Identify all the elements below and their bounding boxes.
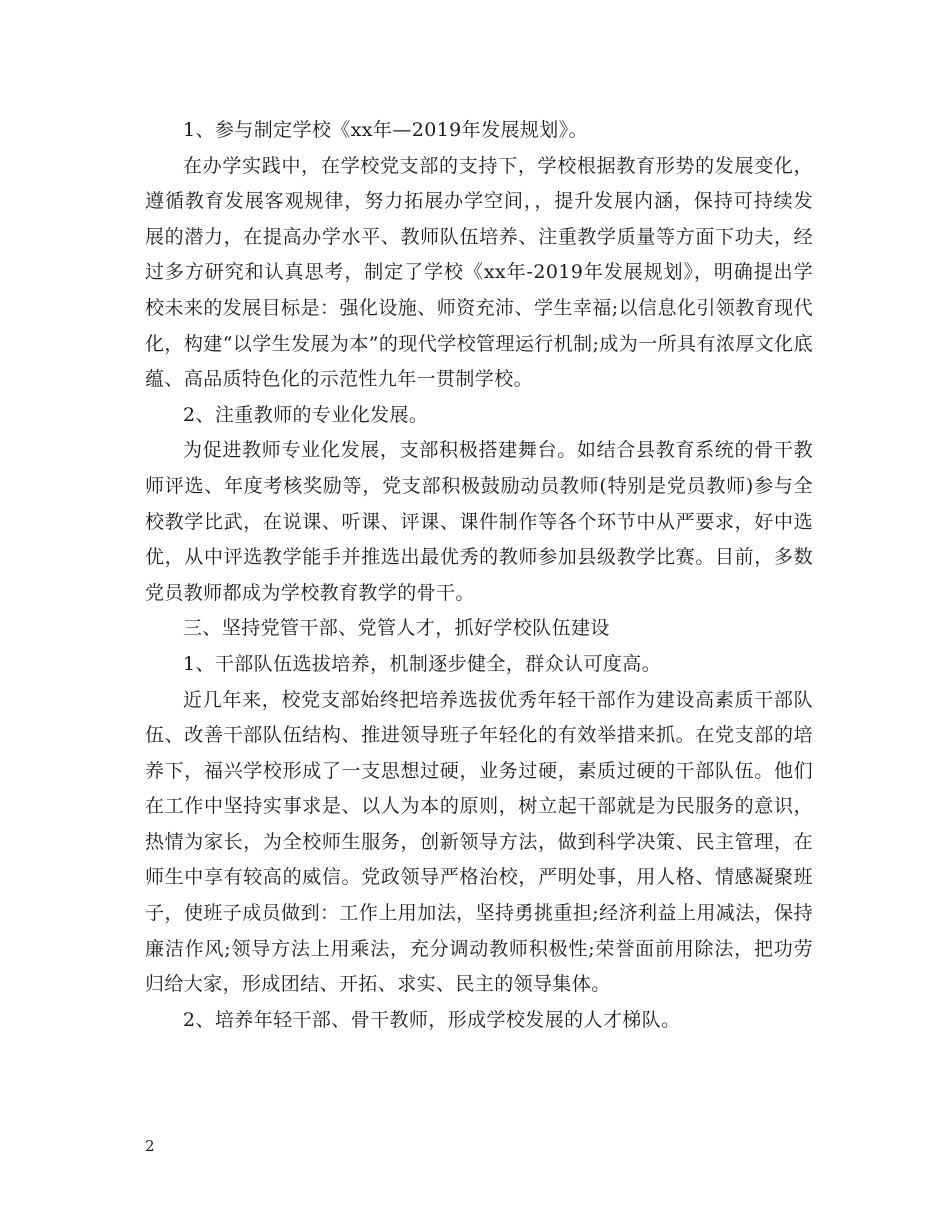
- section-heading-team-building: 三、坚持党管干部、党管人才，抓好学校队伍建设: [183, 617, 610, 640]
- paragraph-plan-details: 在办学实践中，在学校党支部的支持下，学校根据教育形势的发展变化，遵循教育发展客观规律，努力拓展办学空间，，提升发展内涵，保持可持续发展的潜力，在提高办学水平、教师队伍培养、注重教学质量等方面下功夫，经过多方研究和认真思考，制定了学校《xx年-2019年发展规划》，明确提出学校未来的发展目标是：强化设施、师资充沛、学生幸福;以信息化引领教育现代化，构建“以学生发展为本”的现代学校管理运行机制;成为一所具有浓厚文化底蕴、高品质特色化的示范性九年一贯制学校。: [145, 154, 813, 391]
- paragraph-heading-plan: 1、参与制定学校《xx年—2019年发展规划》。: [183, 119, 588, 141]
- paragraph-heading-cadre-selection: 1、干部队伍选拔培养，机制逐步健全，群众认可度高。: [183, 652, 662, 675]
- paragraph-cadre-selection-details: 近几年来，校党支部始终把培养选拔优秀年轻干部作为建设高素质干部队伍、改善干部队伍结构、推进领导班子年轻化的有效举措来抓。在党支部的培养下，福兴学校形成了一支思想过硬，业务过硬，素质过硬的干部队伍。他们在工作中坚持实事求是、以人为本的原则，树立起干部就是为民服务的意识，热情为家长，为全校师生服务，创新领导方法，做到科学决策、民主管理，在师生中享有较高的威信。党政领导严格治校，严明处事，用人格、情感凝聚班子，使班子成员做到：工作上用加法，坚持勇挑重担;经济利益上用减法，保持廉洁作风;领导方法上用乘法，充分调动教师积极性;荣誉面前用除法，把功劳归给大家，形成团结、开拓、求实、民主的领导集体。: [145, 688, 813, 996]
- page-number: 2: [145, 1137, 155, 1155]
- paragraph-teacher-development-details: 为促进教师专业化发展，支部积极搭建舞台。如结合县教育系统的骨干教师评选、年度考核奖励等，党支部积极鼓励动员教师(特别是党员教师)参与全校教学比武，在说课、听课、评课、课件制作等各个环节中从严要求，好中选优，从中评选教学能手并推选出最优秀的教师参加县级教学比赛。目前，多数党员教师都成为学校教育教学的骨干。: [145, 439, 813, 604]
- document-body: [145, 113, 813, 1038]
- paragraph-heading-teacher-development: 2、注重教师的专业化发展。: [183, 403, 429, 426]
- paragraph-heading-talent-pipeline: 2、培养年轻干部、骨干教师，形成学校发展的人才梯队。: [183, 1008, 681, 1031]
